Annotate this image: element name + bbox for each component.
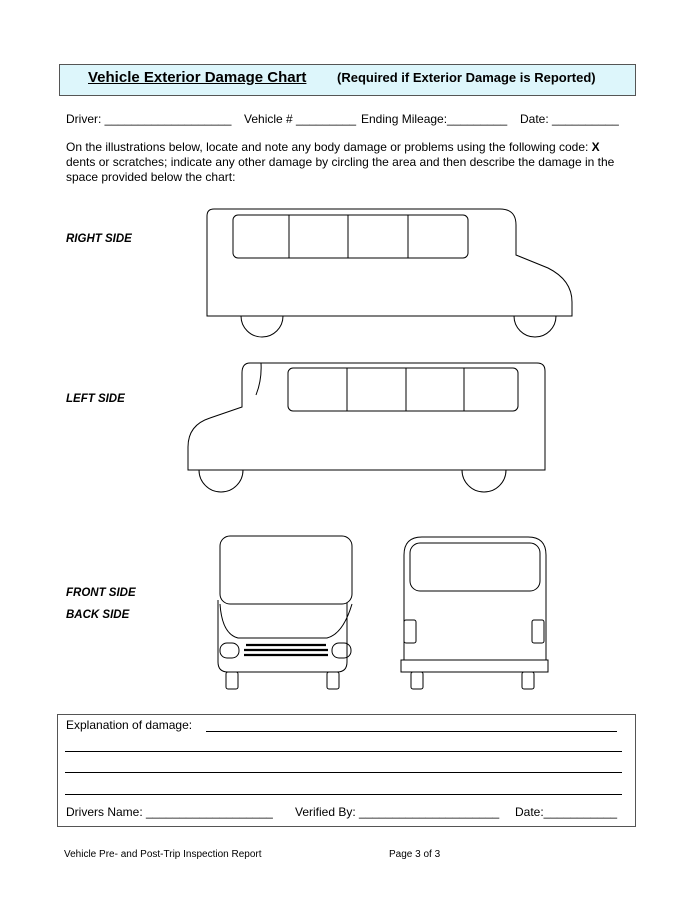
explanation-line-3[interactable]: [65, 772, 622, 773]
explanation-line-1[interactable]: [206, 731, 617, 732]
ending-mileage-field[interactable]: Ending Mileage:_________: [361, 112, 508, 126]
damage-code: X: [591, 140, 600, 154]
back-side-label: BACK SIDE: [66, 609, 130, 621]
explanation-label: Explanation of damage:: [66, 718, 193, 732]
page-title: Vehicle Exterior Damage Chart: [88, 69, 307, 86]
explanation-line-2[interactable]: [65, 751, 622, 752]
front-side-label: FRONT SIDE: [66, 587, 136, 599]
right-side-label: RIGHT SIDE: [66, 233, 132, 245]
vehicle-number-field[interactable]: Vehicle # _________: [244, 112, 357, 126]
verified-by-field[interactable]: Verified By: _____________________: [295, 805, 500, 819]
bus-left-side-drawing[interactable]: [188, 363, 545, 492]
explanation-date-field[interactable]: Date:___________: [515, 805, 618, 819]
date-field[interactable]: Date: __________: [520, 112, 619, 126]
driver-field[interactable]: Driver: ___________________: [66, 112, 232, 126]
page-subtitle: (Required if Exterior Damage is Reported): [337, 70, 596, 85]
bus-right-side-drawing[interactable]: [207, 209, 572, 337]
bus-back-drawing[interactable]: [401, 537, 548, 689]
instructions-text-after: dents or scratches; indicate any other damage by circling the area and then describe the damage in the space provided below the chart:: [66, 155, 615, 184]
bus-front-drawing[interactable]: [218, 536, 352, 689]
instructions-text-before: On the illustrations below, locate and note any body damage or problems using the following code:: [66, 140, 592, 154]
left-side-label: LEFT SIDE: [66, 393, 125, 405]
footer-report-name: Vehicle Pre- and Post-Trip Inspection Report: [64, 849, 262, 860]
explanation-line-4[interactable]: [65, 794, 622, 795]
footer-page-number: Page 3 of 3: [389, 849, 441, 860]
drivers-name-field[interactable]: Drivers Name: ___________________: [66, 805, 273, 819]
